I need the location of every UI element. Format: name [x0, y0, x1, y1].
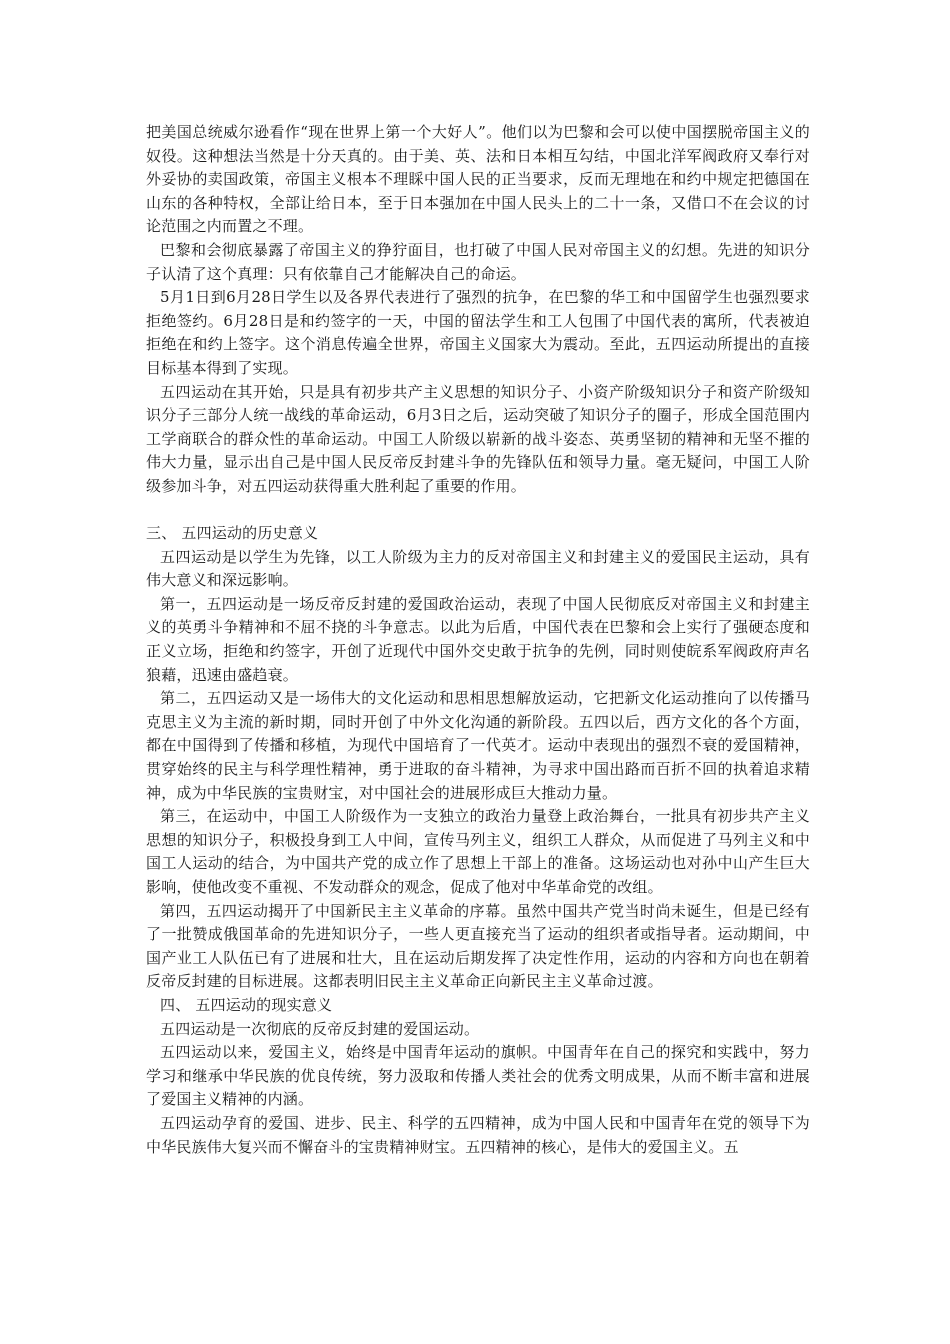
section-heading-current — [146, 994, 810, 1018]
paragraph-third: 第三，在运动中，中国工人阶级作为一支独立的政治力量登上政治舞台，一批具有初步共产主义思想的知识分子，积极投身到工人中间，宣传马列主义，组织工人群众，从而促进了马列主义和中国工人运动的结合，为中国共产党的成立作了思想上干部上的准备。这场运动也对孙中山产生巨大影响，使他改变不重视、不发动群众的观念，促成了他对中华革命党的改组。 — [146, 807, 810, 896]
paragraph-fourth: 第四，五四运动揭开了中国新民主主义革命的序幕。虽然中国共产党当时尚未诞生，但是已经有了一批赞成俄国革命的先进知识分子，一些人更直接充当了运动的组织者或指导者。运动期间，中国产业工人队伍已有了进展和壮大，且在运动后期发挥了决定性作用，运动的内容和方向也在朝着反帝反封建的目标进展。这都表明旧民主主义革命正向新民主主义革命过渡。 — [146, 901, 810, 991]
paragraph-first: 第一，五四运动是一场反帝反封建的爱国政治运动，表现了中国人民彻底反对帝国主义和封建主义的英勇斗争精神和不屈不挠的斗争意志。以此为后盾，中国代表在巴黎和会上实行了强硬态度和正义立场，拒绝和约签字，开创了近现代中国外交史敢于抗争的先例，同时则使皖系军阀政府声名狼藉，迅速由盛趋衰。 — [146, 594, 810, 684]
section-heading-text: 三、 五四运动的历史意义 — [146, 524, 319, 543]
paragraph-wilson: 把美国总统威尔逊看作“现在世界上第一个大好人”。他们以为巴黎和会可以使中国摆脱帝国主义的奴役。这种想法当然是十分天真的。由于美、英、法和日本相互勾结，中国北洋军阀政府又奉行对外妥协的卖国政策，帝国主义根本不理睬中国人民的正当要求，反而无理地在和约中规定把德国在山东的各种特权，全部让给日本，至于日本强加在中国人民头上的二十一条，又借口不在会议的讨论范围之内而置之不理。 — [146, 123, 810, 236]
paragraph-second: 第二，五四运动又是一场伟大的文化运动和思相思想解放运动，它把新文化运动推向了以传播马克思主义为主流的新时期，同时开创了中外文化沟通的新阶段。五四以后，西方文化的各个方面，都在中国得到了传播和移植，为现代中国培育了一代英才。运动中表现出的强烈不衰的爱国精神，贯穿始终的民主与科学理性精神，勇于进取的奋斗精神，为寻求中国出路而百折不回的执着追求精神，成为中华民族的宝贵财宝，对中国社会的进展形成巨大推动力量。 — [146, 689, 810, 802]
paragraph-protest: 5月1日到6月28日学生以及各界代表进行了强烈的抗争，在巴黎的华工和中国留学生也强烈要求拒绝签约。6月28日是和约签字的一天，中国的留法学生和工人包围了中国代表的寓所，代表被迫拒绝在和约上签字。这个消息传遍全世界，帝国主义国家大为震动。至此，五四运动所提出的直接目标基本得到了实现。 — [146, 288, 810, 377]
paragraph-current-intro: 五四运动是一次彻底的反帝反封建的爱国运动。 — [160, 1019, 480, 1038]
paragraph-may-fourth-spirit: 五四运动孕育的爱国、进步、民主、科学的五四精神，成为中国人民和中国青年在党的领导下为中华民族伟大复兴而不懈奋斗的宝贵精神财宝。五四精神的核心，是伟大的爱国主义。五 — [146, 1113, 810, 1156]
section-heading-text: 四、 五四运动的现实意义 — [160, 995, 333, 1014]
paragraph-historical-intro: 五四运动是以学生为先锋，以工人阶级为主力的反对帝国主义和封建主义的爱国民主运动，具有伟大意义和深远影响。 — [146, 547, 810, 590]
paragraph-working-class: 五四运动在其开始，只是具有初步共产主义思想的知识分子、小资产阶级知识分子和资产阶级知识分子三部分人统一战线的革命运动，6月3日之后，运动突破了知识分子的圈子，形成全国范围内工学商联合的群众性的革命运动。中国工人阶级以崭新的战斗姿态、英勇坚韧的精神和无坚不摧的伟大力量，显示出自己是中国人民反帝反封建斗争的先锋队伍和领导力量。毫无疑问，中国工人阶级参加斗争，对五四运动获得重大胜利起了重要的作用。 — [146, 382, 810, 495]
section-heading-historical — [146, 522, 810, 546]
paragraph-paris-conference: 巴黎和会彻底暴露了帝国主义的狰狞面目，也打破了中国人民对帝国主义的幻想。先进的知识分子认清了这个真理：只有依靠自己才能解决自己的命运。 — [146, 240, 810, 283]
document-body — [146, 121, 810, 1159]
paragraph-patriotism: 五四运动以来，爱国主义，始终是中国青年运动的旗帜。中国青年在自己的探究和实践中，努力学习和继承中华民族的优良传统，努力汲取和传播人类社会的优秀文明成果，从而不断丰富和进展了爱国主义精神的内涵。 — [146, 1043, 810, 1109]
blank-line — [146, 499, 810, 523]
